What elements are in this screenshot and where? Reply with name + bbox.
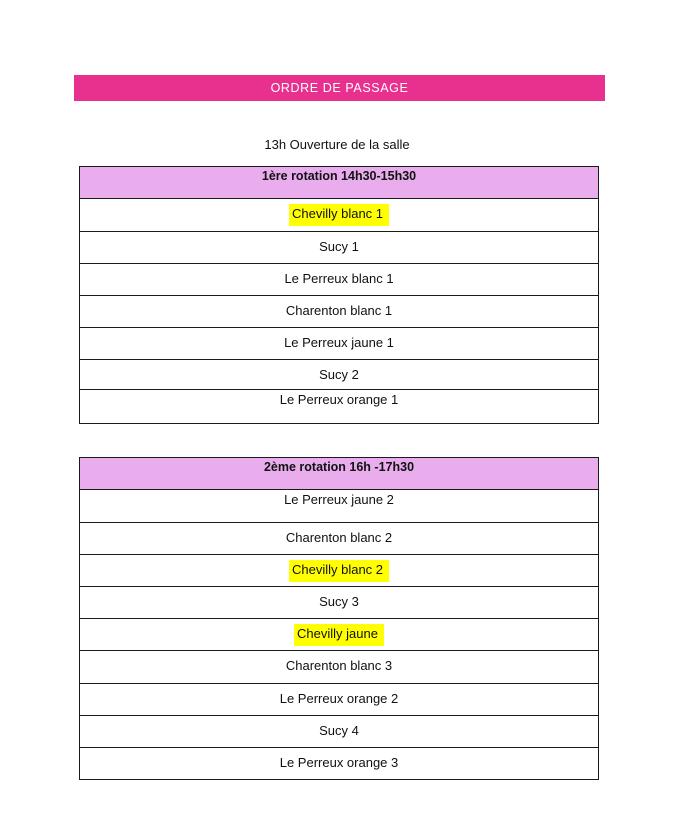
- team-name: Le Perreux orange 2: [279, 691, 399, 706]
- team-name: Chevilly jaune: [294, 624, 384, 646]
- rotation-table-2: [79, 457, 599, 780]
- team-name: Chevilly blanc 1: [289, 204, 389, 226]
- team-cell: [80, 490, 599, 523]
- team-name: Sucy 2: [319, 367, 359, 382]
- team-row: [80, 490, 599, 523]
- team-row: [80, 523, 599, 555]
- team-cell: [80, 716, 599, 748]
- team-name: Charenton blanc 1: [285, 303, 393, 318]
- team-row: [80, 199, 599, 232]
- team-cell: [80, 232, 599, 264]
- opening-time-text: 13h Ouverture de la salle: [264, 137, 410, 152]
- team-row: [80, 360, 599, 390]
- team-cell: [80, 296, 599, 328]
- team-name: Le Perreux orange 1: [279, 392, 399, 407]
- team-cell: [80, 264, 599, 296]
- team-row: [80, 587, 599, 619]
- team-row: [80, 684, 599, 716]
- team-cell: [80, 360, 599, 390]
- rotation-header-row: [80, 458, 599, 490]
- rotation-header-label: 1ère rotation 14h30-15h30: [261, 169, 417, 183]
- team-name: Chevilly blanc 2: [289, 560, 389, 582]
- team-row: [80, 232, 599, 264]
- team-name: Sucy 4: [319, 723, 359, 738]
- team-name: Le Perreux jaune 2: [284, 492, 394, 507]
- team-row: [80, 328, 599, 360]
- team-name: Le Perreux jaune 1: [284, 335, 394, 350]
- team-cell: [80, 619, 599, 651]
- team-name: Le Perreux blanc 1: [284, 271, 394, 286]
- team-cell: [80, 523, 599, 555]
- rotation-header-cell: [80, 167, 599, 199]
- team-row: [80, 748, 599, 780]
- team-cell: [80, 651, 599, 684]
- rotation-header-label: 2ème rotation 16h -17h30: [263, 460, 415, 474]
- team-cell: [80, 390, 599, 424]
- team-cell: [80, 684, 599, 716]
- rotation-table-1: [79, 166, 599, 424]
- team-name: Sucy 3: [319, 594, 359, 609]
- rotation-header-cell: [80, 458, 599, 490]
- banner-title: ORDRE DE PASSAGE: [270, 81, 409, 95]
- team-row: [80, 264, 599, 296]
- team-row: [80, 296, 599, 328]
- team-cell: [80, 748, 599, 780]
- team-name: Charenton blanc 3: [285, 658, 393, 673]
- team-name: Le Perreux orange 3: [279, 755, 399, 770]
- team-cell: [80, 199, 599, 232]
- team-cell: [80, 555, 599, 587]
- team-row: [80, 619, 599, 651]
- team-cell: [80, 328, 599, 360]
- team-row: [80, 716, 599, 748]
- team-row: [80, 651, 599, 684]
- page-banner: [74, 75, 605, 101]
- team-cell: [80, 587, 599, 619]
- team-row: [80, 390, 599, 424]
- rotation-header-row: [80, 167, 599, 199]
- team-name: Sucy 1: [319, 239, 359, 254]
- team-name: Charenton blanc 2: [285, 530, 393, 545]
- team-row: [80, 555, 599, 587]
